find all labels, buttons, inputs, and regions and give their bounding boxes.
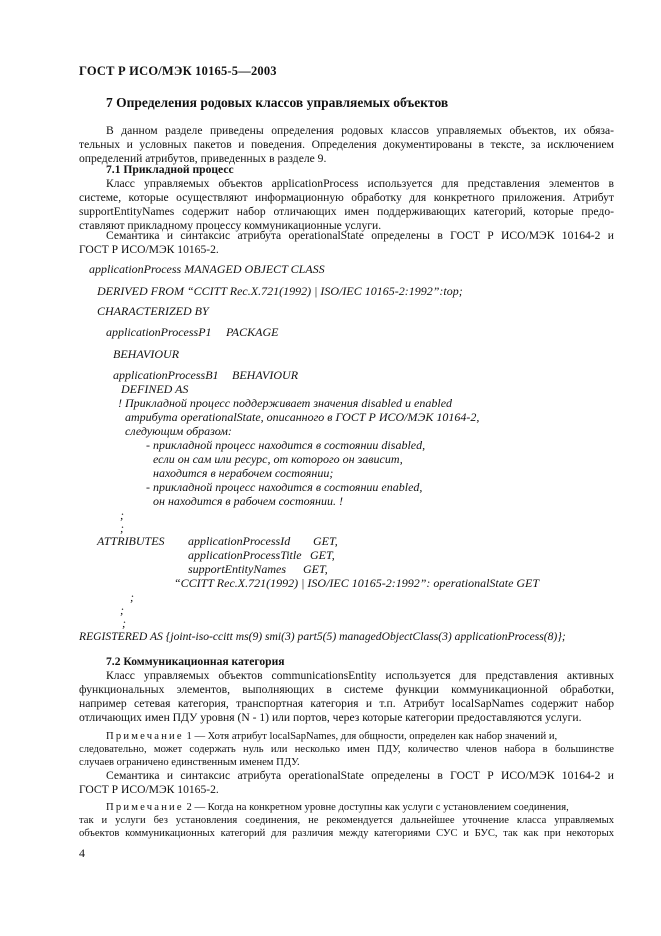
standard-header: ГОСТ Р ИСО/МЭК 10165-5—2003: [79, 64, 277, 78]
code-line: ;: [120, 508, 124, 522]
code-line: REGISTERED AS {joint-iso-ccitt ms(9) smi(3) part5(5) managedObjectClass(3) applicationProcess(8)};: [79, 630, 566, 643]
code-line: PACKAGE: [226, 325, 279, 339]
text-line: системе, которые осуществляют информационную обработку для конкретного приложения. Атрибут: [79, 190, 614, 204]
text-line: определений атрибутов, приведенных в разделе 9.: [79, 151, 327, 165]
text-line: ГОСТ Р ИСО/МЭК 10165-2.: [79, 242, 219, 256]
text-line: supportEntityNames содержит набор отличающих имен поддерживающих категорий, которые предо-: [79, 204, 614, 218]
note-paragraph: [79, 802, 614, 840]
text-line: Класс управляемых объектов applicationProcess используется для представления элементов в: [106, 177, 614, 190]
code-line: supportEntityNames: [188, 562, 286, 576]
code-line: - прикладной процесс находится в состоянии disabled,: [146, 438, 426, 452]
text-line: например сетевая категория, транспортная категория и т.п. Атрибут localSapNames содержит набор: [79, 696, 614, 710]
text-line: В данном разделе приведены определения родовых классов управляемых объектов, их обяза-: [106, 124, 614, 137]
note-line: объектов коммуникационных категорий для различия между категориями СУС и БУС, так как при некоторых: [79, 827, 614, 839]
text-line: функциональных элементов, выполняющих в системе функции коммуникационной обработки,: [79, 682, 614, 696]
note-paragraph: [79, 731, 614, 769]
text-line: Семантика и синтаксис атрибута operationalState определены в ГОСТ Р ИСО/МЭК 10164-2 и: [106, 769, 614, 782]
code-line: GET,: [310, 548, 335, 562]
note-line: так и услуги без установления соединения, не рекомендуется дальнейшее уточнение класса управляемых: [79, 814, 614, 826]
code-line: GET,: [303, 562, 328, 576]
intro-paragraph: [79, 124, 614, 166]
subsection-paragraph: [79, 177, 614, 233]
section-title: 7 Определения родовых классов управляемых объектов: [106, 95, 449, 110]
code-line: applicationProcessB1: [113, 368, 219, 382]
text-line: Семантика и синтаксис атрибута operationalState определены в ГОСТ Р ИСО/МЭК 10164-2 и: [106, 229, 614, 242]
text-line: ГОСТ Р ИСО/МЭК 10165-2.: [79, 782, 219, 796]
note-label: Примечание: [106, 731, 184, 742]
text-line: отличающих имен ПДУ уровня (N - 1) или портов, через которые категории предоставляются услуги.: [79, 710, 582, 724]
code-line: если он сам или ресурс, от которого он зависит,: [153, 452, 403, 466]
code-line: applicationProcess MANAGED OBJECT CLASS: [89, 262, 325, 276]
code-line: ;: [122, 616, 126, 630]
code-line: ;: [120, 603, 124, 617]
code-line: BEHAVIOUR: [232, 368, 299, 382]
code-line: он находится в рабочем состоянии. !: [153, 494, 343, 508]
code-line: applicationProcessId: [188, 534, 291, 548]
code-line: BEHAVIOUR: [113, 347, 180, 361]
code-line: атрибута operationalState, описанного в ГОСТ Р ИСО/МЭК 10164-2,: [125, 410, 480, 424]
subsection-title: 7.1 Прикладной процесс: [106, 163, 234, 176]
code-line: DEFINED AS: [121, 382, 189, 396]
semantics-paragraph: [79, 229, 614, 257]
text-line: Класс управляемых объектов communicationsEntity используется для представления активных: [106, 669, 614, 682]
note-line: [79, 731, 614, 744]
code-line: находится в нерабочем состоянии;: [153, 466, 334, 480]
code-line: ;: [120, 521, 124, 535]
code-line: applicationProcessTitle: [188, 548, 302, 562]
note-label: Примечание: [106, 802, 184, 813]
text-line: тельных и условных пакетов и поведения. Определения документированы в тексте, за исключением: [79, 137, 614, 151]
code-line: “CCITT Rec.X.721(1992) | ISO/IEC 10165-2:1992”: operationalState GET: [174, 576, 540, 590]
code-line: DERIVED FROM “CCITT Rec.X.721(1992) | ISO/IEC 10165-2:1992”:top;: [97, 284, 463, 298]
code-line: ;: [130, 590, 134, 604]
note-line: случаев ограничено единственным именем ПДУ.: [79, 756, 300, 768]
note-line: [79, 802, 614, 815]
code-line: следующим образом:: [125, 424, 232, 438]
code-line: applicationProcessP1: [106, 325, 212, 339]
text-line: ставляют прикладному процессу коммуникационные услуги.: [79, 218, 382, 232]
semantics-paragraph: [79, 769, 614, 797]
code-line: ATTRIBUTES: [97, 534, 165, 548]
note-line: следовательно, может содержать нуль или несколько имен ПДУ, количество членов набора в большинстве: [79, 743, 614, 755]
code-line: CHARACTERIZED BY: [97, 304, 209, 318]
note-text: 1 — Хотя атрибут localSapNames, для общности, определен как набор значений и,: [183, 731, 558, 742]
code-line: - прикладной процесс находится в состоянии enabled,: [146, 480, 423, 494]
subsection-title: 7.2 Коммуникационная категория: [106, 655, 285, 668]
note-text: 2 — Когда на конкретном уровне доступны как услуги с установлением соединения,: [183, 802, 569, 813]
code-line: ! Прикладной процесс поддерживает значения disabled и enabled: [118, 396, 453, 410]
code-line: GET,: [313, 534, 338, 548]
subsection-paragraph: [79, 669, 614, 725]
page-number: 4: [79, 846, 85, 860]
